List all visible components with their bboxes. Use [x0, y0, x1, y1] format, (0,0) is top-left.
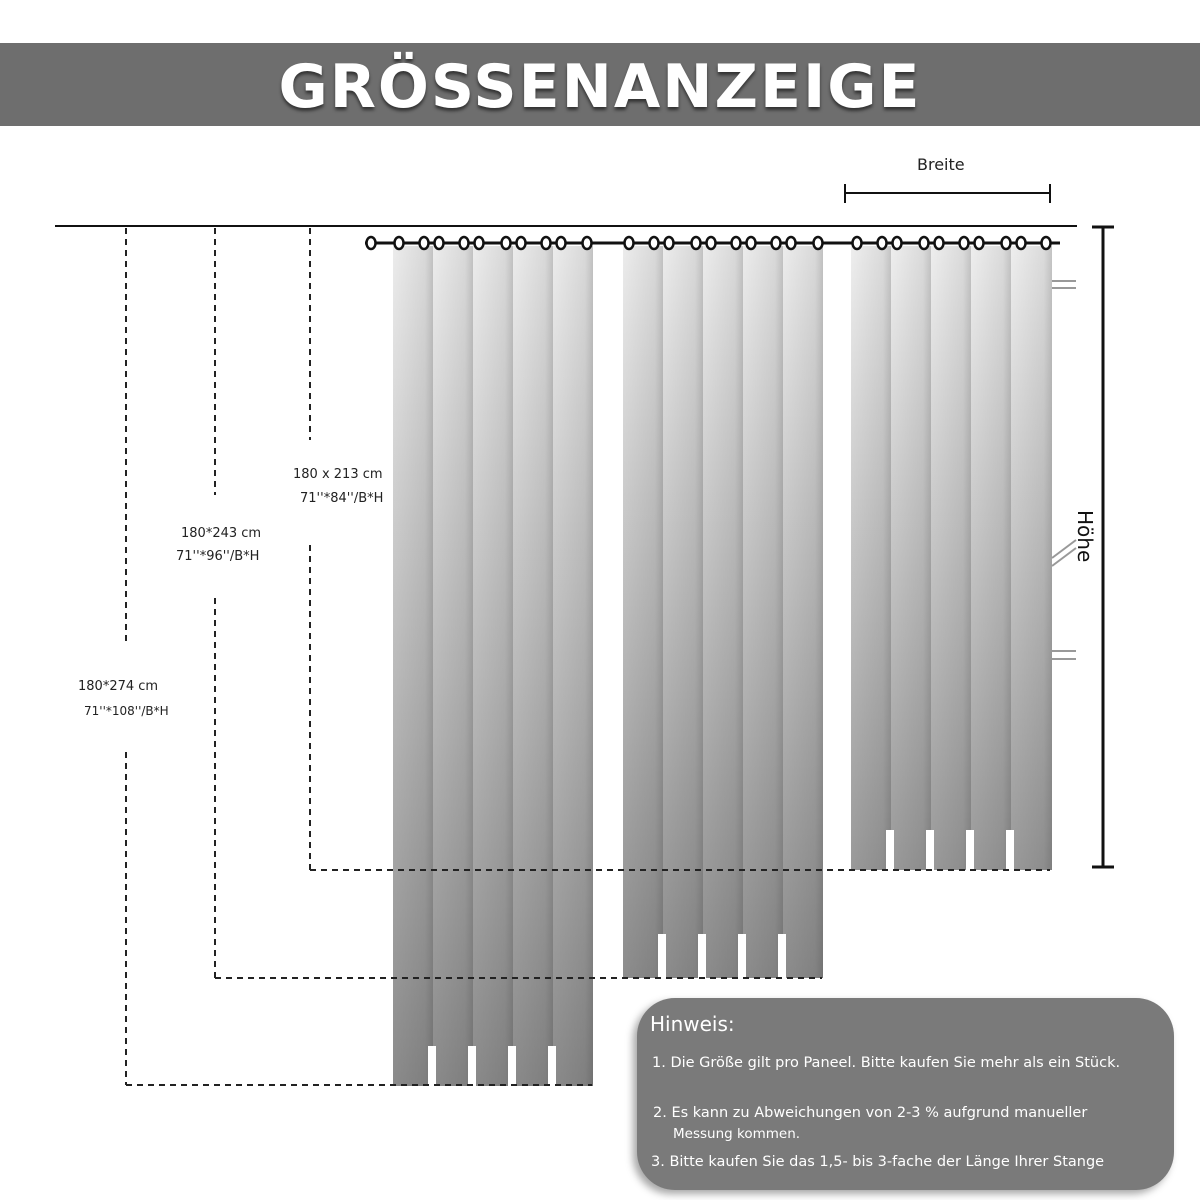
width-label: Breite [917, 155, 965, 174]
curtain-panel-medium [623, 246, 823, 978]
height-label: Höhe [1073, 510, 1097, 563]
size-243-metric: 180*243 cm [181, 526, 262, 541]
note-item-1: 1. Die Größe gilt pro Paneel. Bitte kaufen Sie mehr als ein Stück. [652, 1055, 1121, 1071]
size-213-imperial: 71''*84''/B*H [300, 491, 384, 506]
note-item-2: 2. Es kann zu Abweichungen von 2-3 % aufgrund manueller [653, 1105, 1088, 1121]
size-274-metric: 180*274 cm [78, 679, 159, 694]
width-indicator [845, 184, 1050, 203]
page-title: GRÖSSENANZEIGE [278, 52, 922, 122]
wall-marks [1052, 281, 1076, 659]
size-243-imperial: 71''*96''/B*H [176, 549, 260, 564]
curtain-panel-long [393, 246, 593, 1086]
size-274-imperial: 71''*108''/B*H [84, 704, 169, 718]
note-item-2-cont: Messung kommen. [673, 1126, 801, 1142]
curtain-panel-short [851, 246, 1052, 870]
note-item-3: 3. Bitte kaufen Sie das 1,5- bis 3-fache der Länge Ihrer Stange [651, 1154, 1105, 1170]
size-213-metric: 180 x 213 cm [293, 467, 383, 482]
note-title: Hinweis: [650, 1012, 735, 1036]
